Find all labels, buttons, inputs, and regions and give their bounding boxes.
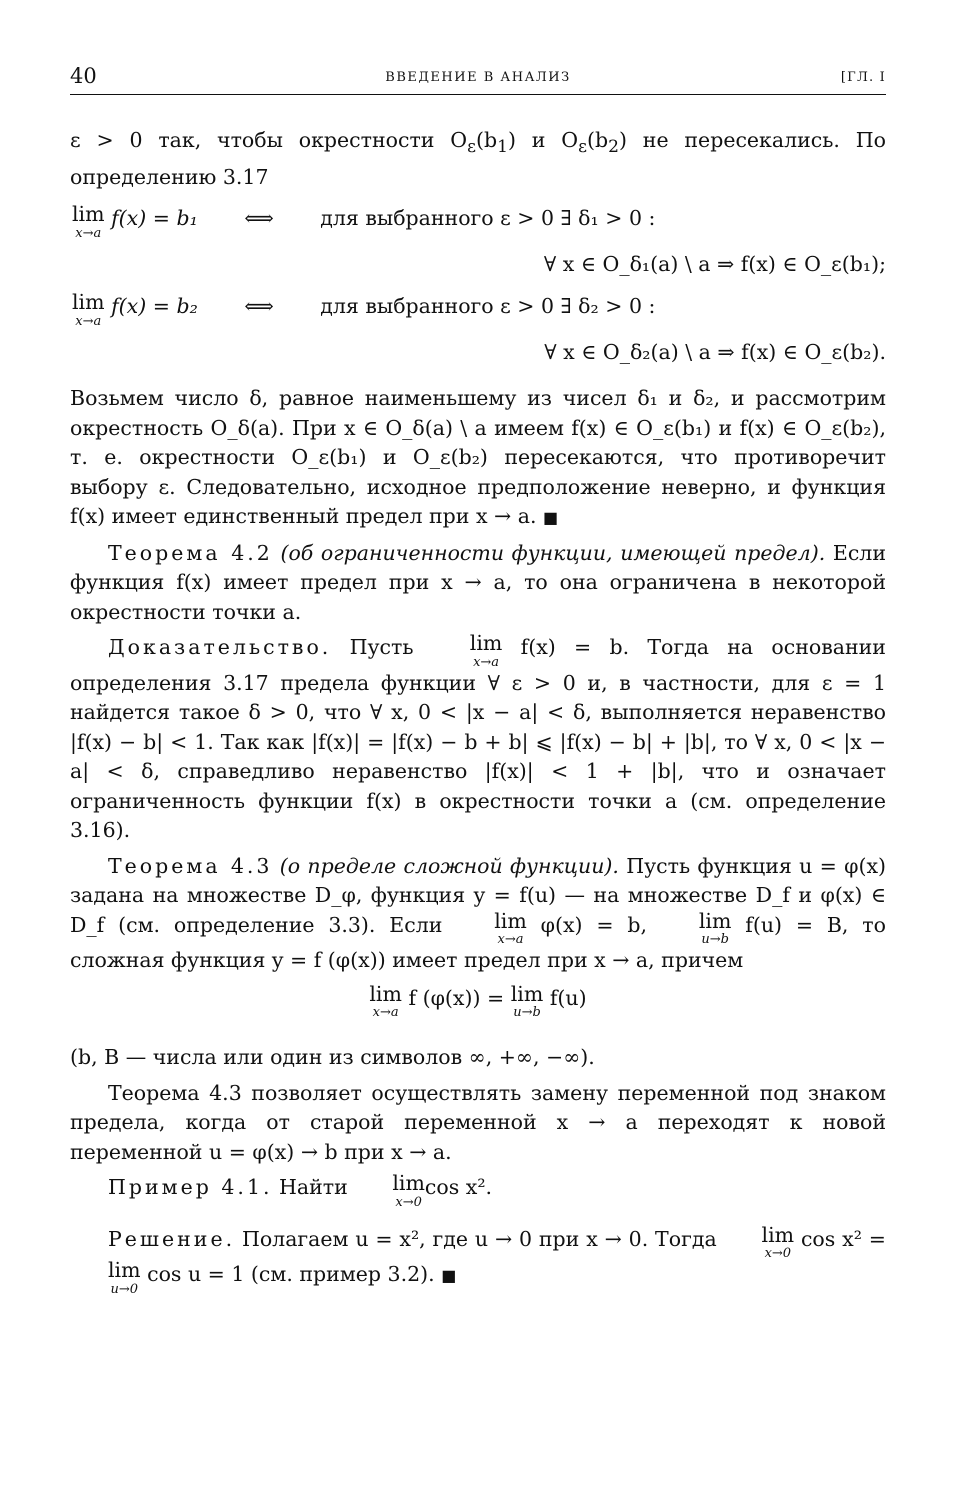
lim-operator: lim x→0 xyxy=(761,1222,795,1262)
solution-4-1: Решение. Полагаем u = x², где u → 0 при x → 0. Тогда lim x→0 cos x² = lim u→0 cos u = 1 (см. пример 3.2). ■ xyxy=(70,1225,886,1296)
running-title: ВВЕДЕНИЕ В АНАЛИЗ xyxy=(385,70,571,85)
page-body xyxy=(70,126,886,1296)
lim-operator: lim x→a xyxy=(469,631,503,670)
qed-symbol: ■ xyxy=(543,508,559,528)
theorem-4-3: Теорема 4.3 (о пределе сложной функции). Пусть функция u = φ(x) задана на множестве D_φ, функция y = f(u) — на множестве D_f и φ(x) ∈ D_f (см. определение 3.3). Если lim x→a φ(x) = b, lim u→b f(u) = B, то сложная функция y = f (φ(x)) имеет предел при x → a, причем xyxy=(70,853,886,973)
lim-operator: lim x→a xyxy=(72,290,105,329)
lim-operator: lim u→b xyxy=(698,908,732,948)
lim-operator: lim u→0 xyxy=(108,1258,141,1297)
proof-4-2: Доказательство. Пусть lim x→a f(x) = b. Тогда на основании определения 3.17 предела функции ∀ ε > 0 и, в частности, для ε = 1 найдется такое δ > 0, что ∀ x, 0 < |x − a| < δ, выполняется неравенство |f(x) − b| < 1. Так как |f(x)| = |f(x) − b + b| ⩽ |f(x) − b| + |b|, то ∀ x, 0 < |x − a| < δ, справедливо неравенство |f(x)| < 1 + |b|, что и означает ограниченность функции f(x) в окрестности точки a (см. определение 3.16). xyxy=(70,631,886,843)
limit-definition-1: lim x→a f(x) = b₁ ⟺ для выбранного ε > 0 ∃ δ₁ > 0 : ∀ x ∈ O_δ₁(a) \ a ⇒ f(x) ∈ O_ε(b₁); xyxy=(72,202,886,277)
paragraph-substitution: Теорема 4.3 позволяет осуществлять замену переменной под знаком предела, когда от старой переменной x → a переходят к новой переменной u = φ(x) → b при x → a. xyxy=(70,1080,886,1164)
running-header xyxy=(70,64,886,95)
display-formula: lim x→a f (φ(x)) = lim u→b f(u) xyxy=(369,981,587,1021)
lim-operator: lim x→0 xyxy=(392,1171,425,1210)
paragraph-intro: ε > 0 так, чтобы окрестности $O_\varepsilon(b_1)$ и $O_\varepsilon(b_2)$ не пересекались. По определению 3.17 xyxy=(70,128,886,189)
chapter-label: [ГЛ. I xyxy=(840,70,886,85)
symbols-note: (b, B — числа или один из символов ∞, +∞, −∞). xyxy=(70,1045,595,1070)
lim-operator: lim x→a xyxy=(72,202,105,241)
qed-symbol: ■ xyxy=(441,1266,457,1286)
page-number: 40 xyxy=(70,64,97,88)
example-4-1: Пример 4.1. Найти lim x→0 cos x². xyxy=(108,1171,493,1210)
theorem-4-2: Теорема 4.2 (об ограниченности функции, имеющей предел). Если функция f(x) имеет предел при x → a, то она ограничена в некоторой окрестности точки a. xyxy=(70,540,886,624)
limit-definition-2: lim x→a f(x) = b₂ ⟺ для выбранного ε > 0 ∃ δ₂ > 0 : ∀ x ∈ O_δ₂(a) \ a ⇒ f(x) ∈ O_ε(b₂). xyxy=(72,290,886,365)
iff-symbol: ⟺ xyxy=(244,294,274,319)
lim-operator: lim x→a xyxy=(494,908,527,948)
paragraph-proof-end: Возьмем число δ, равное наименьшему из чисел δ₁ и δ₂, и рассмотрим окрестность O_δ(a). При x ∈ O_δ(a) \ a имеем f(x) ∈ O_ε(b₁) и f(x) ∈ O_ε(b₂), т. е. окрестности O_ε(b₁) и O_ε(b₂) пересекаются, что противоречит выбору ε. Следовательно, исходное предположение неверно, и функция f(x) имеет единственный предел при x → a. ■ xyxy=(70,386,886,529)
iff-symbol: ⟺ xyxy=(244,206,274,231)
